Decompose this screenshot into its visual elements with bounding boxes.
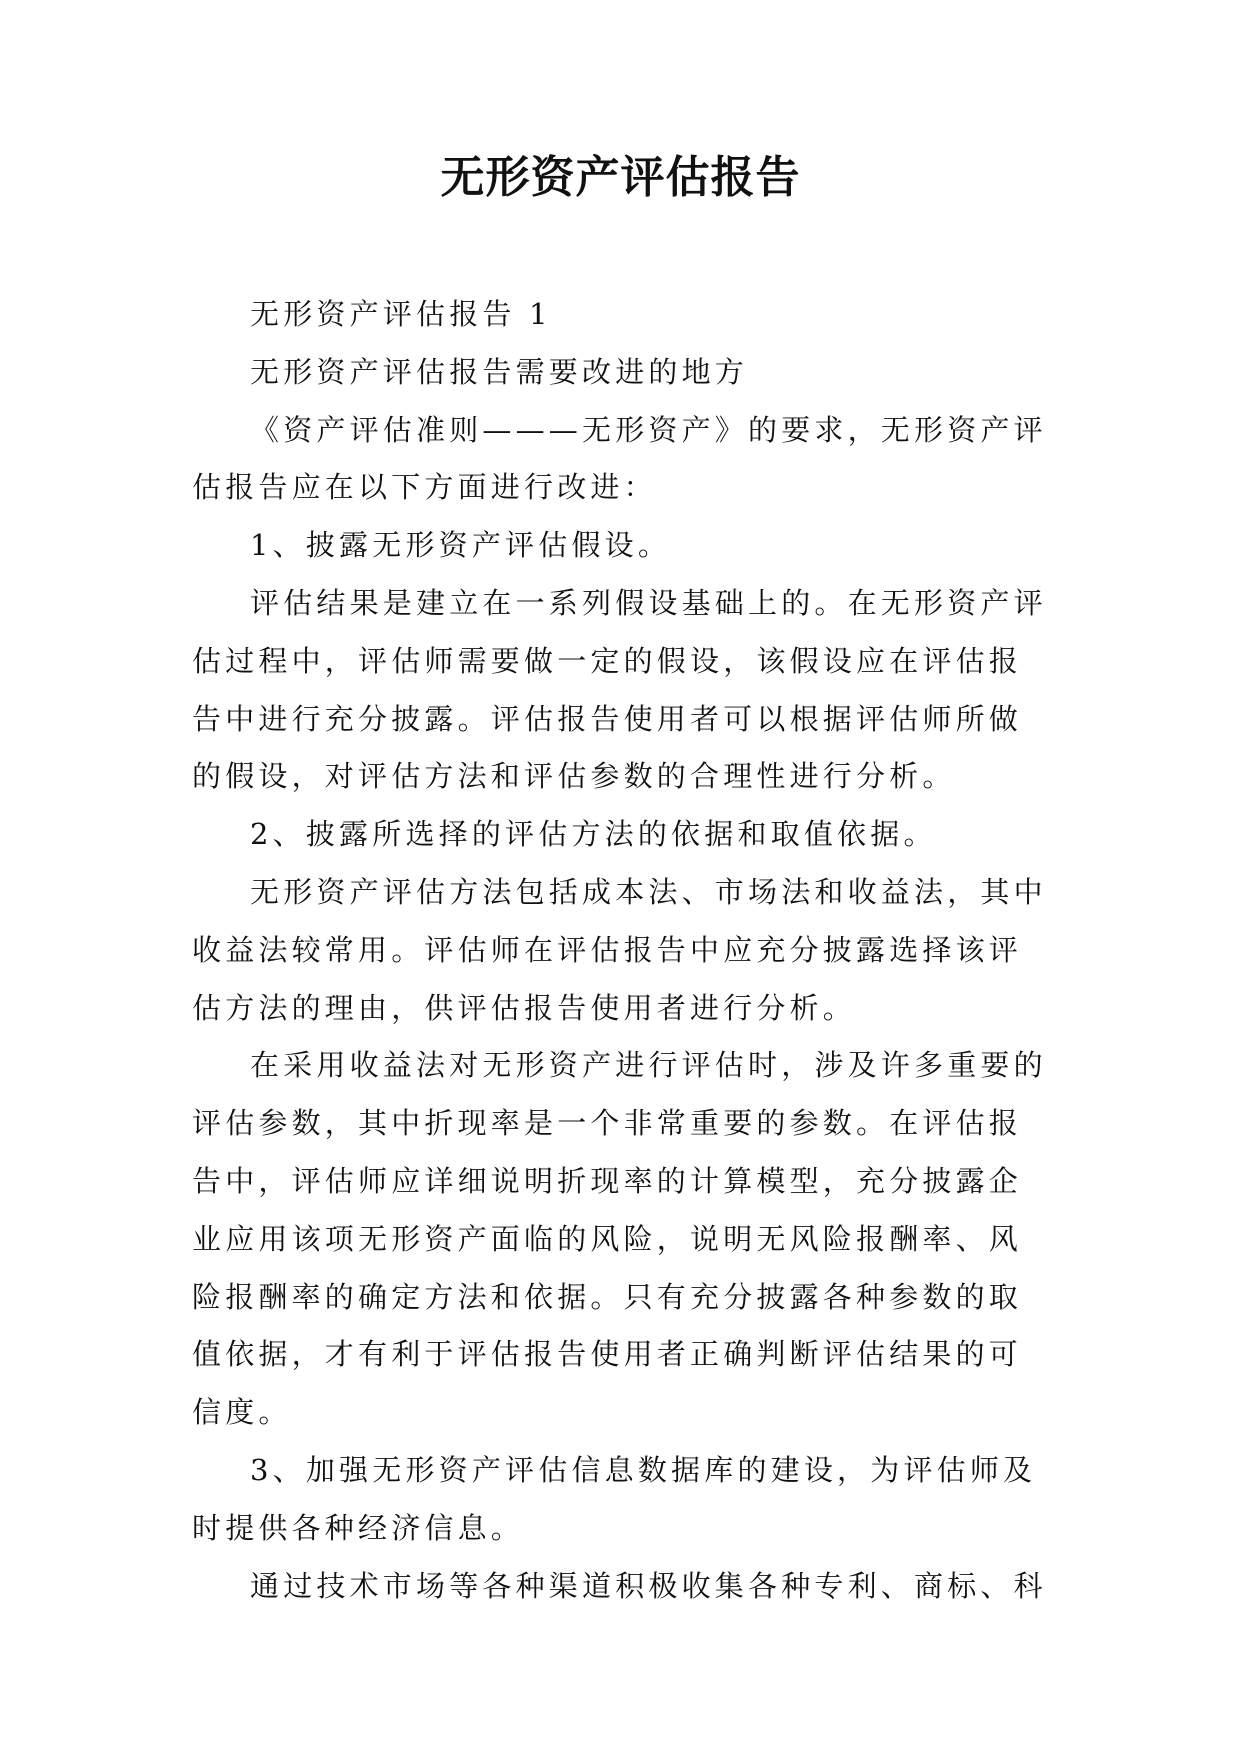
paragraph-discount-rate: 在采用收益法对无形资产进行评估时，涉及许多重要的评估参数，其中折现率是一个非常重要的参数。在评估报告中，评估师应详细说明折现率的计算模型，充分披露企业应用该项无形资产面临的风险，说明无风险报酬率、风险报酬率的确定方法和依据。只有充分披露各种参数的取值依据，才有利于评估报告使用者正确判断评估结果的可信度。	[192, 1048, 1047, 1430]
section-subheading: 无形资产评估报告需要改进的地方	[250, 354, 749, 389]
document-title: 无形资产评估报告	[440, 152, 801, 203]
section-heading-1: 无形资产评估报告 1	[250, 297, 552, 331]
paragraph-requirements: 《资产评估准则———无形资产》的要求，无形资产评估报告应在以下方面进行改进：	[192, 412, 1047, 505]
point-2-heading: 2、披露所选择的评估方法的依据和取值依据。	[250, 817, 937, 852]
point-1-heading: 1、披露无形资产评估假设。	[250, 528, 672, 563]
document-body	[192, 286, 1050, 1615]
point-3-heading: 3、加强无形资产评估信息数据库的建设，为评估师及时提供各种经济信息。	[192, 1452, 1037, 1545]
paragraph-assumptions: 评估结果是建立在一系列假设基础上的。在无形资产评估过程中，评估师需要做一定的假设，该假设应在评估报告中进行充分披露。评估报告使用者可以根据评估师所做的假设，对评估方法和评估参数的合理性进行分析。	[192, 585, 1047, 794]
paragraph-methods: 无形资产评估方法包括成本法、市场法和收益法，其中收益法较常用。评估师在评估报告中应充分披露选择该评估方法的理由，供评估报告使用者进行分析。	[192, 874, 1047, 1025]
paragraph-information-collection: 通过技术市场等各种渠道积极收集各种专利、商标、科	[250, 1568, 1047, 1603]
